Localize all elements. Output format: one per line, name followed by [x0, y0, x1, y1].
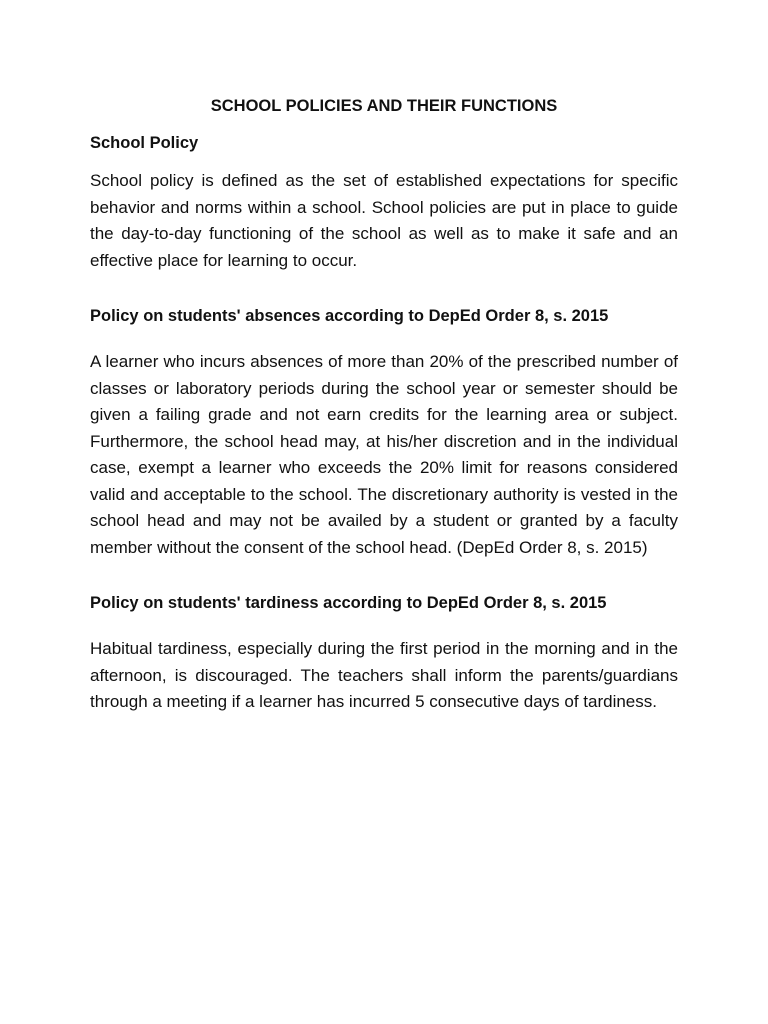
section-heading-tardiness-policy: Policy on students' tardiness according to DepEd Order 8, s. 2015 — [90, 594, 607, 612]
section-heading-absences-policy: Policy on students' absences according to DepEd Order 8, s. 2015 — [90, 307, 609, 325]
document-content — [90, 95, 678, 716]
document-title: SCHOOL POLICIES AND THEIR FUNCTIONS — [210, 97, 558, 115]
section-body-school-policy: School policy is defined as the set of established expectations for specific behavior and norms within a school. School policies are put in place to guide the day-to-day functioning of the school as well as to make it safe and an effective place for learning to occur. — [90, 171, 678, 270]
section-body-absences-policy: A learner who incurs absences of more than 20% of the prescribed number of classes or laboratory periods during the school year or semester should be given a failing grade and not earn credits for the learning area or subject. Furthermore, the school head may, at his/her discretion and in the individual case, exempt a learner who exceeds the 20% limit for reasons considered valid and acceptable to the school. The discretionary authority is vested in the school head and may not be availed by a student or granted by a faculty member without the consent of the school head. (DepEd Order 8, s. 2015) — [90, 352, 678, 557]
section-heading-school-policy: School Policy — [90, 134, 199, 152]
section-body-tardiness-policy: Habitual tardiness, especially during the first period in the morning and in the afternoon, is discouraged. The teachers shall inform the parents/guardians through a meeting if a learner has incurred 5 consecutive days of tardiness. — [90, 639, 678, 711]
